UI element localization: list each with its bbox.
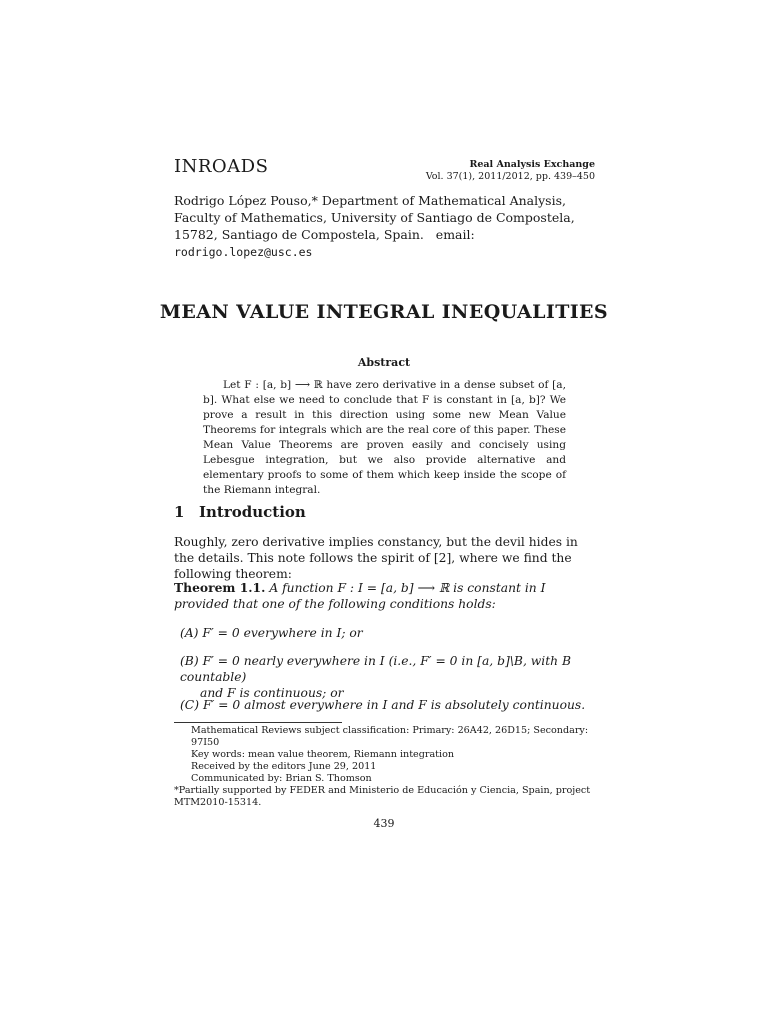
condition-a bbox=[180, 625, 596, 641]
section-number: 1 bbox=[174, 503, 185, 521]
condition-c bbox=[180, 697, 596, 713]
journal-name: Real Analysis Exchange bbox=[469, 159, 595, 170]
condition-text: F′ = 0 nearly everywhere in I (i.e., F′ = 0 in [a, b]\B, with B countable) bbox=[180, 654, 572, 684]
intro-paragraph bbox=[174, 534, 596, 582]
paper-title: MEAN VALUE INTEGRAL INEQUALITIES bbox=[159, 301, 609, 323]
abstract-heading: Abstract bbox=[357, 356, 411, 369]
footnotes bbox=[174, 725, 604, 809]
condition-text-cont: and F is continuous; or bbox=[200, 686, 344, 700]
email-label: email: bbox=[435, 227, 475, 242]
abstract-body bbox=[203, 378, 566, 498]
section-title: Introduction bbox=[199, 503, 306, 521]
condition-label: (C) bbox=[180, 698, 200, 712]
intro-text: Roughly, zero derivative implies constancy, but the devil hides in the details. This note follows the spirit of [2], where we find the following theorem: bbox=[174, 535, 578, 581]
theorem-statement: A function F : I = [a, b] ⟶ ℝ is constant in I provided that one of the following conditions holds: bbox=[174, 581, 546, 611]
condition-label: (B) bbox=[180, 654, 199, 668]
condition-label: (A) bbox=[180, 626, 199, 640]
theorem-label: Theorem 1.1. bbox=[174, 580, 266, 595]
journal-volume: Vol. 37(1), 2011/2012, pp. 439–450 bbox=[425, 171, 595, 182]
footnote-msc: Mathematical Reviews subject classification: Primary: 26A42, 26D15; Secondary: 97I50 bbox=[191, 725, 589, 748]
section-heading bbox=[174, 503, 306, 521]
page-number: 439 bbox=[373, 817, 395, 830]
footnote-keywords: Key words: mean value theorem, Riemann integration bbox=[191, 749, 455, 760]
footnote-received: Received by the editors June 29, 2011 bbox=[191, 761, 377, 772]
footnote-support: *Partially supported by FEDER and Ministerio de Educación y Ciencia, Spain, project MTM2010-15314. bbox=[174, 785, 591, 808]
condition-text: F′ = 0 everywhere in I; or bbox=[202, 626, 363, 640]
condition-text: F′ = 0 almost everywhere in I and F is absolutely continuous. bbox=[202, 698, 586, 712]
author-email[interactable]: rodrigo.lopez@usc.es bbox=[174, 245, 313, 259]
author-affiliation bbox=[174, 192, 596, 261]
journal-info bbox=[426, 159, 595, 183]
footnote-rule bbox=[174, 722, 342, 723]
theorem-block bbox=[174, 580, 596, 612]
author-text: Rodrigo López Pouso,* Department of Mathematical Analysis, Faculty of Mathematics, University of Santiago de Compostela, 15782, Santiago de Compostela, Spain. bbox=[174, 193, 575, 242]
condition-b bbox=[180, 653, 596, 701]
abstract-text: Let F : [a, b] ⟶ ℝ have zero derivative in a dense subset of [a, b]. What else we need to conclude that F is constant in [a, b]? We prove a result in this direction using some new Mean Value Theorems for integrals which are the real core of this paper. These Mean Value Theorems are proven easily and concisely using Lebesgue integration, but we also provide alternative and elementary proofs to some of them which keep inside the scope of the Riemann integral. bbox=[203, 379, 566, 496]
section-name: INROADS bbox=[174, 156, 269, 177]
footnote-communicated: Communicated by: Brian S. Thomson bbox=[191, 773, 372, 784]
